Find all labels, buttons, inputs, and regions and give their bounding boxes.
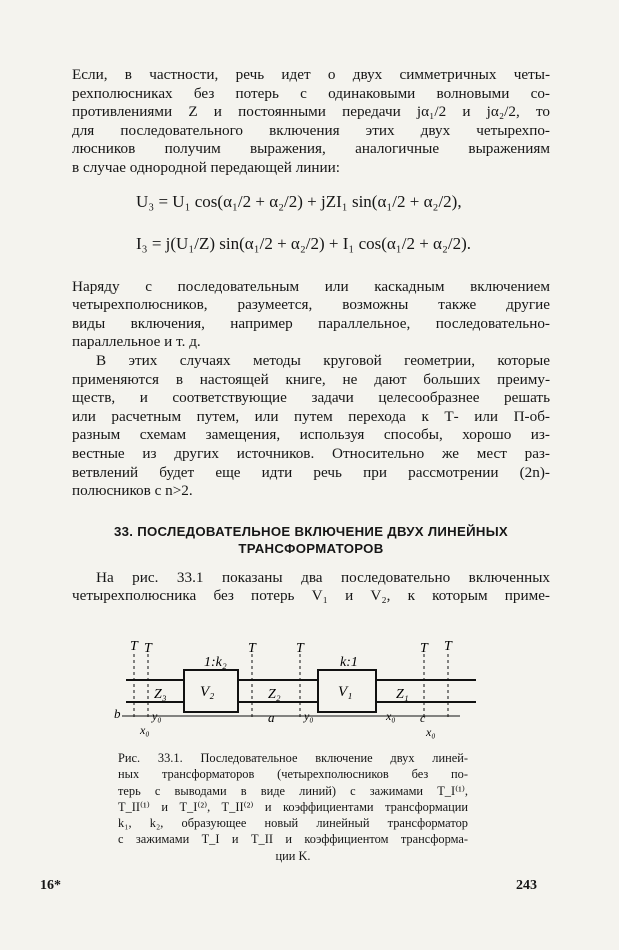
section-heading — [72, 523, 550, 557]
heading-line: ТРАНСФОРМАТОРОВ — [238, 540, 384, 556]
text-line: в случае однородной передающей линии: — [72, 158, 341, 176]
label-b: b — [114, 706, 121, 721]
label-t: T — [296, 641, 304, 656]
caption-line: k₁, k₂, образующее новый линейный трансформатор — [118, 816, 468, 831]
label-x0: x₀ — [426, 725, 436, 739]
text-line: рехполюсниках без потерь с одинаковыми волновыми со- — [72, 84, 550, 102]
label-t: T — [420, 641, 428, 656]
caption-line: T_II⁽¹⁾ и T_I⁽²⁾, T_II⁽²⁾ и коэффициентами трансформации — [118, 799, 468, 814]
caption-line: терь с выводами в виде линий) с зажимами T_I⁽¹⁾, — [118, 783, 468, 798]
label-z2: Z₂ — [268, 687, 281, 702]
text-line: Если, в частности, речь идет о двух симметричных четы- — [72, 66, 550, 83]
label-t: T — [144, 641, 152, 656]
formula-i3 — [72, 234, 550, 264]
text-line: полюсников с n>2. — [72, 482, 193, 500]
text-line: В этих случаях методы круговой геометрии, которые — [96, 351, 550, 369]
text-line: На рис. 33.1 показаны два последовательно включенных — [96, 568, 550, 586]
caption-line: Рис. 33.1. Последовательное включение двух линей- — [118, 751, 468, 765]
text-line: для последовательного включения этих двух четырехпо- — [72, 121, 550, 139]
circuit-diagram — [56, 624, 486, 744]
text-line: люсников получим выражения, аналогичные выражениям — [72, 140, 550, 158]
label-z3: Z₃ — [154, 687, 167, 702]
formula-u3-text: U₃ = U₁ cos(α₁/2 + α₂/2) + jZI₁ sin(α₁/2 + α₂/2), — [136, 191, 462, 211]
label-ratio-right: k:1 — [340, 655, 358, 670]
label-t: T — [248, 641, 256, 656]
formula-u3 — [72, 192, 550, 222]
text-line: противлениями Z и постоянными передачи jα₁/2 и jα₂/2, то — [72, 103, 550, 121]
paragraph-1 — [72, 66, 550, 178]
text-line: или расчетным путем, или путем перехода к Т- или П-об- — [72, 407, 550, 425]
text-line: параллельное и т. д. — [72, 333, 201, 351]
text-line: вестные из других источников. Относительно же мест раз- — [72, 444, 550, 462]
figure-33-1 — [56, 624, 486, 744]
text-line: применяются в настоящей книге, не дают больших преиму- — [72, 370, 550, 388]
label-v2: V₂ — [200, 684, 215, 700]
label-y0: y₀ — [304, 709, 314, 723]
text-line: Наряду с последовательным или каскадным включением — [72, 277, 550, 295]
label-t: T — [444, 639, 452, 654]
label-x0: x₀ — [386, 709, 396, 723]
caption-line: ции K. — [275, 848, 311, 863]
heading-line: 33. ПОСЛЕДОВАТЕЛЬНОЕ ВКЛЮЧЕНИЕ ДВУХ ЛИНЕЙНЫХ — [114, 523, 508, 539]
text-line: четырехполюсника без потерь V₁ и V₂, к которым приме- — [72, 587, 550, 605]
text-line: четырехполюсников, разумеется, возможны также другие — [72, 296, 550, 314]
caption-line: ных трансформаторов (четырехполюсников без по- — [118, 767, 468, 782]
text-line: разным схемам замещения, используя способы, хорошо из- — [72, 426, 550, 444]
paragraph-4 — [72, 569, 550, 606]
label-z1: Z₁ — [396, 687, 409, 702]
label-t: T — [130, 639, 138, 654]
page-body — [72, 66, 550, 606]
page-number: 243 — [516, 878, 537, 893]
label-x0: x₀ — [140, 723, 150, 737]
text-line: ществ, и соответствующие задачи целесообразнее решать — [72, 389, 550, 407]
label-v1: V₁ — [338, 684, 353, 700]
label-a: a — [268, 710, 275, 725]
figure-caption — [118, 750, 468, 864]
signature-mark: 16* — [40, 878, 61, 893]
caption-line: с зажимами T_I и T_II и коэффициентом трансформа- — [118, 832, 468, 847]
text-line: виды включения, например параллельное, последовательно- — [72, 314, 550, 332]
label-y0: y₀ — [152, 709, 162, 723]
paragraph-2 — [72, 278, 550, 352]
label-c: c — [420, 711, 426, 725]
text-line: ветвлений будет еще идти речь при рассмотрении (2n)- — [72, 463, 550, 481]
label-ratio-left: 1:k₂ — [204, 655, 227, 670]
paragraph-3 — [72, 352, 550, 501]
formula-i3-text: I₃ = j(U₁/Z) sin(α₁/2 + α₂/2) + I₁ cos(α₁/2 + α₂/2). — [136, 233, 472, 253]
